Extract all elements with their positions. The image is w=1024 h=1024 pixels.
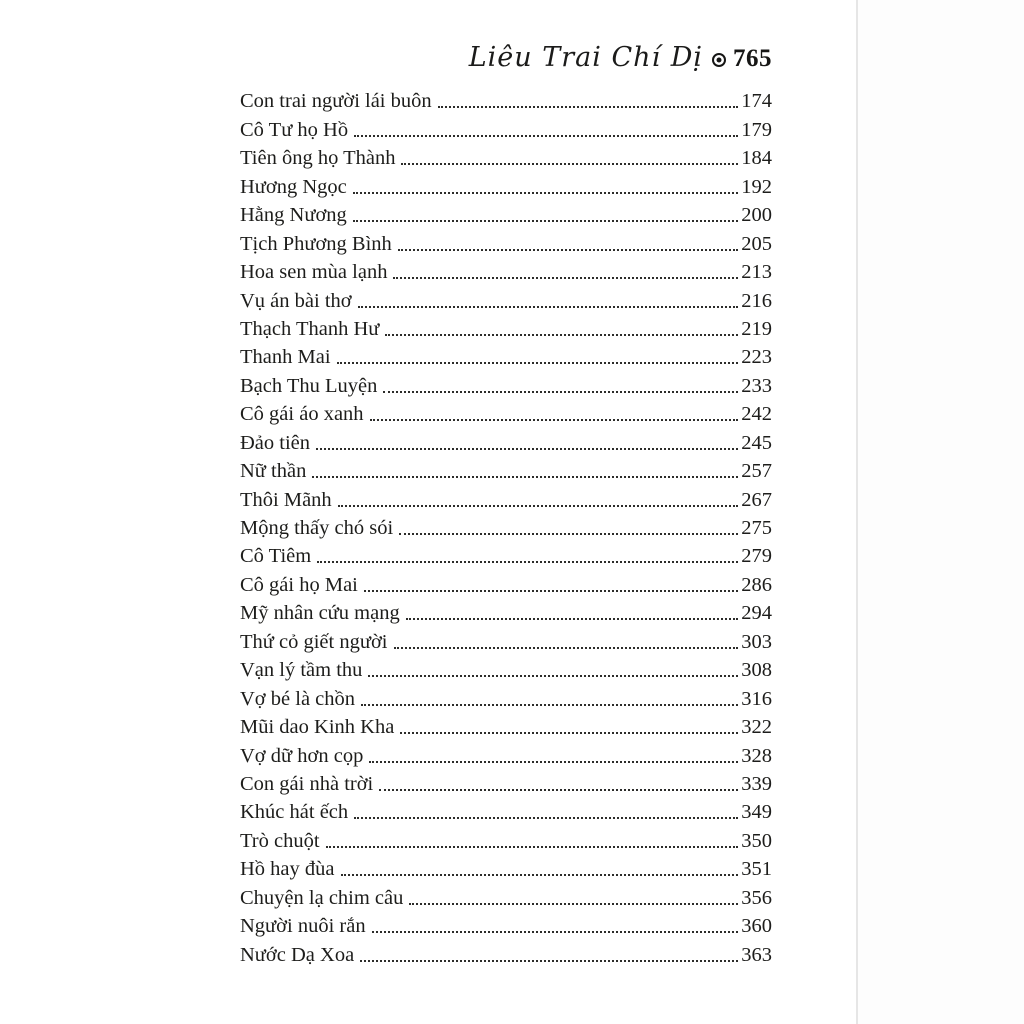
toc-entry-title: Nước Dạ Xoa	[240, 943, 355, 966]
toc-entry	[240, 712, 772, 740]
toc-entry-page: 279	[741, 545, 772, 568]
dotted-leader	[400, 732, 738, 734]
toc-entry-page: 363	[741, 943, 772, 966]
toc-entry	[240, 171, 772, 199]
toc-entry-page: 322	[741, 716, 772, 739]
toc-entry-page: 350	[741, 829, 772, 852]
toc-entry	[240, 314, 772, 342]
toc-entry	[240, 797, 772, 825]
toc-entry-page: 205	[741, 232, 772, 255]
toc-entry-page: 351	[741, 858, 772, 881]
dotted-leader	[317, 561, 738, 563]
toc-entry-page: 184	[741, 147, 772, 170]
toc-list	[240, 86, 772, 968]
toc-entry-title: Cô Tiêm	[240, 545, 312, 568]
dotted-leader	[364, 590, 738, 592]
dotted-leader	[383, 391, 738, 393]
toc-entry-title: Mộng thấy chó sói	[240, 517, 394, 539]
toc-entry-title: Vụ án bài thơ	[240, 289, 352, 312]
toc-entry-title: Thanh Mai	[240, 346, 331, 369]
toc-entry-title: Nữ thần	[240, 460, 307, 483]
toc-entry-page: 308	[741, 659, 772, 682]
toc-entry-page: 316	[741, 687, 772, 710]
dotted-leader	[354, 135, 738, 137]
toc-entry-page: 257	[741, 460, 772, 483]
dotted-leader	[394, 647, 739, 649]
dotted-leader	[353, 220, 738, 222]
toc-entry-page: 294	[741, 602, 772, 625]
toc-entry-title: Vợ bé là chồn	[240, 687, 356, 710]
toc-entry-page: 179	[741, 118, 772, 141]
dotted-leader	[398, 249, 738, 251]
dotted-leader	[379, 789, 738, 791]
header-page-number: 765	[733, 45, 772, 72]
dotted-leader	[361, 704, 738, 706]
toc-entry-page: 219	[741, 317, 772, 340]
toc-entry-page: 349	[741, 801, 772, 824]
toc-entry-title: Trò chuột	[240, 829, 320, 852]
toc-entry	[240, 86, 772, 114]
toc-entry-page: 192	[741, 175, 772, 198]
toc-entry-title: Con gái nhà trời	[240, 772, 374, 795]
dotted-leader	[372, 931, 739, 933]
toc-entry	[240, 342, 772, 370]
toc-entry-page: 360	[741, 915, 772, 938]
toc-entry	[240, 911, 772, 939]
toc-entry-title: Con trai người lái buôn	[240, 90, 432, 113]
toc-entry	[240, 370, 772, 398]
toc-entry-page: 303	[741, 630, 772, 653]
toc-entry	[240, 285, 772, 313]
toc-entry-page: 339	[741, 772, 772, 795]
toc-entry	[240, 825, 772, 853]
toc-entry	[240, 427, 772, 455]
dotted-leader	[353, 192, 738, 194]
toc-entry-title: Đảo tiên	[240, 431, 311, 454]
dotted-leader	[393, 277, 738, 279]
toc-entry	[240, 683, 772, 711]
dotted-leader	[337, 362, 739, 364]
toc-entry-page: 174	[741, 90, 772, 113]
dotted-leader	[360, 960, 738, 962]
toc-entry-title: Mũi dao Kinh Kha	[240, 716, 395, 739]
dotted-leader	[341, 874, 739, 876]
toc-entry-title: Cô Tư họ Hồ	[240, 118, 349, 141]
toc-entry	[240, 769, 772, 797]
toc-entry-title: Thôi Mãnh	[240, 488, 332, 511]
toc-entry-page: 216	[741, 289, 772, 312]
toc-entry-title: Hoa sen mùa lạnh	[240, 261, 388, 284]
page-header	[240, 42, 772, 78]
toc-entry-title: Thạch Thanh Hư	[240, 317, 380, 340]
dotted-leader	[354, 817, 738, 819]
dotted-leader	[370, 419, 739, 421]
toc-entry	[240, 882, 772, 910]
toc-entry-title: Chuyện lạ chim câu	[240, 886, 404, 909]
toc-entry	[240, 200, 772, 228]
toc-entry	[240, 399, 772, 427]
dotted-leader	[326, 846, 739, 848]
toc-entry	[240, 598, 772, 626]
book-title: Liêu Trai Chí Dị	[468, 42, 703, 73]
toc-entry-page: 356	[741, 886, 772, 909]
toc-entry-title: Hương Ngọc	[240, 175, 347, 198]
toc-entry	[240, 939, 772, 967]
toc-entry-page: 233	[741, 374, 772, 397]
toc-entry-title: Khúc hát ếch	[240, 801, 349, 824]
dotted-leader	[338, 505, 739, 507]
dotted-leader	[438, 106, 739, 108]
toc-entry-page: 275	[741, 517, 772, 539]
dotted-leader	[316, 448, 738, 450]
dotted-leader	[406, 618, 739, 620]
toc-entry-title: Tịch Phương Bình	[240, 232, 392, 255]
toc-entry-title: Hằng Nương	[240, 204, 347, 227]
dotted-leader	[385, 334, 738, 336]
toc-entry-title: Vợ dữ hơn cọp	[240, 744, 364, 767]
toc-entry-title: Bạch Thu Luyện	[240, 374, 378, 397]
toc-entry	[240, 541, 772, 569]
toc-entry-page: 267	[741, 488, 772, 511]
dotted-leader	[368, 675, 738, 677]
toc-entry-page: 242	[741, 403, 772, 426]
toc-entry	[240, 114, 772, 142]
toc-entry	[240, 513, 772, 541]
dotted-leader	[399, 533, 738, 535]
circled-dot-icon	[712, 53, 726, 67]
scan-page-edge-line	[856, 0, 858, 1024]
toc-entry	[240, 854, 772, 882]
toc-entry-title: Cô gái họ Mai	[240, 573, 358, 596]
dotted-leader	[369, 761, 738, 763]
toc-entry-page: 213	[741, 261, 772, 284]
scan-right-margin	[858, 0, 1024, 1024]
toc-entry-title: Cô gái áo xanh	[240, 403, 364, 426]
toc-entry	[240, 740, 772, 768]
dotted-leader	[409, 903, 738, 905]
toc-entry	[240, 228, 772, 256]
dotted-leader	[401, 163, 738, 165]
toc-entry-page: 245	[741, 431, 772, 454]
toc-entry-title: Vạn lý tầm thu	[240, 659, 363, 682]
toc-entry-page: 200	[741, 204, 772, 227]
toc-entry-title: Mỹ nhân cứu mạng	[240, 602, 400, 625]
toc-entry	[240, 626, 772, 654]
toc-entry-page: 328	[741, 744, 772, 767]
toc-entry-title: Thứ cỏ giết người	[240, 630, 388, 653]
toc-entry-page: 223	[741, 346, 772, 369]
dotted-leader	[312, 476, 738, 478]
toc-entry	[240, 456, 772, 484]
toc-entry-title: Hồ hay đùa	[240, 858, 335, 881]
toc-entry	[240, 569, 772, 597]
dotted-leader	[358, 306, 739, 308]
toc-entry	[240, 143, 772, 171]
toc-entry-page: 286	[741, 573, 772, 596]
toc-entry-title: Tiên ông họ Thành	[240, 147, 396, 170]
toc-entry	[240, 484, 772, 512]
toc-entry	[240, 655, 772, 683]
toc-entry	[240, 257, 772, 285]
toc-entry-title: Người nuôi rắn	[240, 915, 366, 938]
